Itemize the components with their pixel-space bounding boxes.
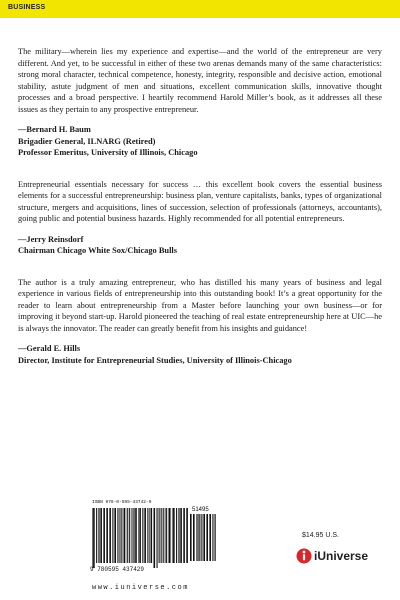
barcode-bar	[168, 508, 169, 563]
barcode-bar	[215, 514, 216, 561]
barcode-bar	[144, 508, 146, 563]
barcode-bar	[209, 514, 211, 561]
barcode-bar	[99, 508, 100, 563]
barcode-bar	[129, 508, 130, 563]
back-cover-text	[18, 46, 382, 366]
barcode-bar	[92, 508, 93, 568]
barcode-bar	[134, 508, 135, 563]
barcode-bar	[139, 508, 141, 563]
barcode-bar	[196, 514, 197, 561]
barcode-bar	[127, 508, 128, 563]
addon-barcode	[190, 514, 218, 566]
barcode-bar	[117, 508, 118, 563]
barcode-bar	[100, 508, 102, 563]
attribution	[18, 234, 382, 257]
attribution-title: Director, Institute for Entrepreneurial Studies, University of Illinois-Chicago	[18, 355, 292, 365]
barcode-bar	[121, 508, 122, 563]
barcode-bar	[106, 508, 108, 563]
attribution-affiliation: Professor Emeritus, University of Illinois, Chicago	[18, 148, 198, 157]
barcode-bar	[151, 508, 153, 563]
barcode-bar	[179, 508, 180, 563]
category-band	[0, 0, 400, 18]
barcode-bar	[201, 514, 202, 561]
barcode-bar	[178, 508, 179, 563]
barcode-bar	[103, 508, 105, 563]
barcode-bar	[165, 508, 166, 563]
publisher-name: iUniverse	[314, 549, 369, 563]
barcode-bar	[180, 508, 182, 563]
barcode-bar	[198, 514, 199, 561]
barcode-bar	[199, 514, 200, 561]
barcode-bar	[212, 514, 213, 561]
price-addon-number: 51495	[192, 507, 209, 513]
publisher-website: www.iuniverse.com	[92, 584, 189, 592]
barcode-bar	[93, 508, 95, 568]
attribution	[18, 124, 382, 159]
barcode-bar	[98, 508, 99, 563]
barcode-bar	[109, 508, 111, 563]
barcode-bar	[173, 508, 175, 563]
category-label: BUSINESS	[8, 4, 46, 11]
attribution-name: —Gerald E. Hills	[18, 344, 81, 353]
barcode-bar	[169, 508, 171, 563]
attribution-title: Chairman Chicago White Sox/Chicago Bulls	[18, 246, 177, 255]
barcode-bar	[135, 508, 137, 563]
barcode-bar	[161, 508, 162, 563]
barcode-bar	[197, 514, 198, 561]
barcode-bar	[166, 508, 167, 563]
barcode-bar	[124, 508, 126, 563]
publisher-logo	[296, 548, 386, 568]
barcode-bar	[203, 514, 205, 561]
blurb-text: The author is a truly amazing entrepreneur, who has distilled his many years of business and legal experience in various fields of entrepreneurship into this outstanding book! It’s a great opportunity for the reader to learn about entrepreneurship from a Master before launching your own business—or for improving it beyond start-up. Harold pioneered the teaching of real estate entrepreneurship here at UIC—he is always the innovator. The reader can greatly benefit from his insights and guidance!	[18, 277, 382, 333]
barcode-bar	[172, 508, 173, 563]
ean13-barcode	[92, 508, 188, 568]
blurb-text: Entrepreneurial essentials necessary for success … this excellent book covers the essential business elements for a successful entrepreneurship: business plan, venture capitalists, banks, types of organizational structure, mergers and acquisitions, lines of succession, selection of professionals (attorneys, accountants), going public and potential business hazards. Highly recommended for all potential entrepreneurs.	[18, 179, 382, 223]
barcode-bar	[96, 508, 97, 563]
blurb-3	[18, 277, 382, 367]
attribution-name: —Jerry Reinsdorf	[18, 234, 84, 244]
barcode-bar	[190, 514, 192, 561]
barcode-bar	[154, 508, 156, 568]
attribution-title: Brigadier General, ILNARG (Retired)	[18, 136, 156, 146]
barcode-bar	[147, 508, 148, 563]
barcode-bar	[183, 508, 185, 563]
barcode-bar	[133, 508, 134, 563]
barcode-bar	[186, 508, 188, 563]
barcode-bar	[119, 508, 120, 563]
barcode-bar	[112, 508, 113, 563]
barcode-bar	[193, 514, 195, 561]
barcode-bar	[176, 508, 177, 563]
barcode-bar	[149, 508, 150, 563]
barcode-bar	[159, 508, 160, 563]
ean-digits: 9 780595 437429	[90, 566, 145, 573]
barcode-bar	[206, 514, 208, 561]
barcode-bar	[131, 508, 132, 563]
barcode-bar	[214, 514, 215, 561]
barcode-bar	[132, 508, 133, 563]
barcode-bar	[114, 508, 116, 563]
price: $14.95 U.S.	[302, 532, 339, 539]
attribution-name: —Bernard H. Baum	[18, 125, 91, 134]
barcode-bar	[123, 508, 124, 563]
iuniverse-logo-icon	[296, 548, 312, 564]
blurb-1	[18, 46, 382, 159]
barcode-bar	[157, 508, 158, 568]
barcode	[90, 500, 220, 582]
blurb-2	[18, 179, 382, 257]
attribution	[18, 343, 382, 366]
blurb-text: The military—wherein lies my experience and expertise—and the world of the entrepreneur are very different. And yet, to be successful in either of these two arenas demands many of the same characteristics: strong moral character, technical competence, honesty, integrity, responsible and decisive action, emotional stability, astute judgment of men and situations, excellent communication skills, innovative thought processes and a broad perspective. I heartily recommend Harold Miller’s book, as it addresses all these issues as they pertain to any prospective entrepreneur.	[18, 47, 382, 114]
isbn-label: ISBN 978-0-595-43742-9	[92, 500, 152, 505]
barcode-bar	[142, 508, 143, 563]
barcode-bar	[138, 508, 139, 563]
barcode-bar	[163, 508, 164, 563]
